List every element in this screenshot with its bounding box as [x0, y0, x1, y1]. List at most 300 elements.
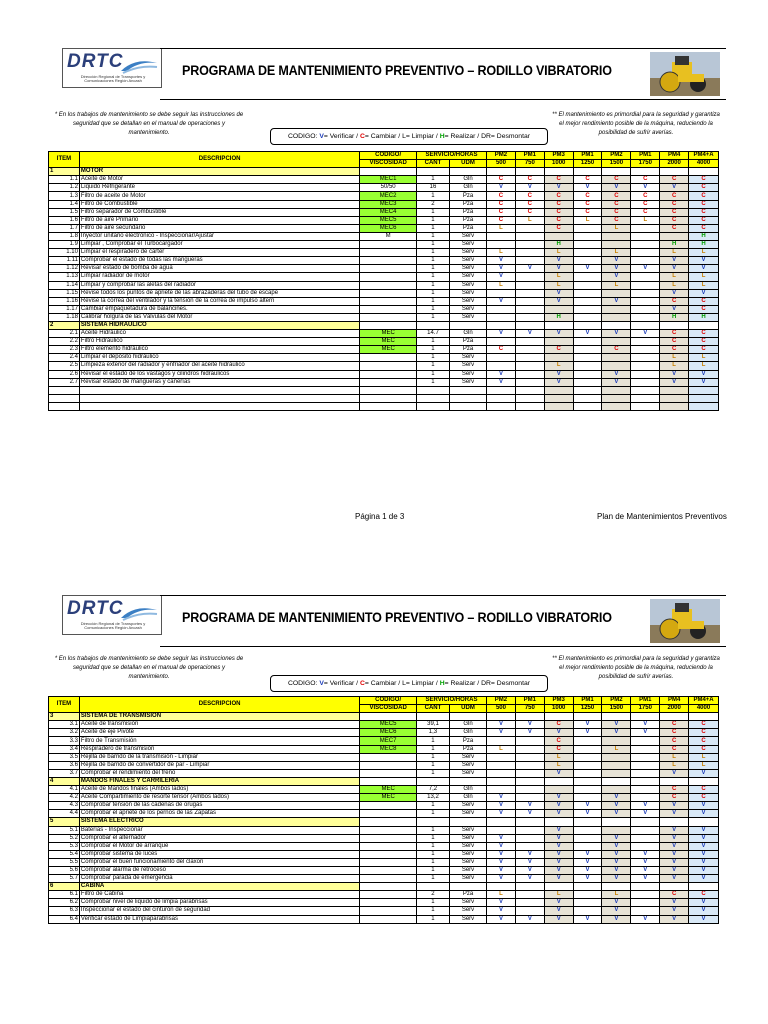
item-description: Verificar estado de Limpiaparabrisas	[79, 915, 359, 923]
maintenance-note: ** El mantenimiento es primordial para la seguridad y garantiza el mejor rendimiento posible de la máquina, reduciendo la posibilidad de sufrir averías.	[552, 112, 720, 136]
page-title: PROGRAMA DE MANTENIMIENTO PREVENTIVO – RODILLO VIBRATORIO	[182, 610, 612, 625]
empty-cell	[49, 402, 80, 410]
pm-mark-cell: C	[487, 176, 516, 184]
pm-mark-cell: V	[631, 802, 660, 810]
section-blank-cell	[544, 818, 573, 826]
pm-mark-cell	[573, 737, 602, 745]
pm-mark-cell	[573, 826, 602, 834]
section-blank-cell	[544, 321, 573, 329]
empty-cell	[49, 394, 80, 402]
pm-mark-cell	[631, 745, 660, 753]
legend-prefix: CODIGO:	[287, 680, 318, 687]
table-row	[49, 786, 719, 794]
item-unit: Serv	[449, 305, 486, 313]
section-blank-cell	[487, 168, 516, 176]
pm-mark-cell: C	[689, 330, 719, 338]
item-quantity: 14.7	[416, 330, 449, 338]
pm-mark-cell	[573, 241, 602, 249]
item-code: MEC7	[360, 737, 417, 745]
header-pm-hours: 1250	[573, 705, 602, 713]
item-unit: Pza	[449, 192, 486, 200]
section-blank-cell	[689, 713, 719, 721]
item-code	[360, 761, 417, 769]
header-pm-hours: 2000	[660, 160, 689, 168]
section-blank-cell	[449, 883, 486, 891]
table-row	[49, 842, 719, 850]
section-row	[49, 818, 719, 826]
section-blank-cell	[360, 777, 417, 785]
pm-mark-cell: C	[544, 224, 573, 232]
empty-cell	[360, 402, 417, 410]
legend-h-text: = Realizar	[444, 133, 476, 140]
header-udm: UDM	[449, 705, 486, 713]
pm-mark-cell: V	[544, 850, 573, 858]
roller-photo	[650, 52, 720, 96]
pm-mark-cell	[573, 313, 602, 321]
empty-cell	[79, 394, 359, 402]
item-number: 4.2	[49, 794, 80, 802]
header-pm-label: PM2	[602, 152, 631, 160]
pm-mark-cell	[515, 313, 544, 321]
section-number: 1	[49, 168, 80, 176]
header-pm-hours: 1750	[631, 160, 660, 168]
pm-mark-cell: V	[631, 721, 660, 729]
item-unit: Pza	[449, 200, 486, 208]
item-quantity: 1	[416, 176, 449, 184]
section-blank-cell	[631, 321, 660, 329]
pm-mark-cell	[631, 899, 660, 907]
item-code	[360, 273, 417, 281]
pm-mark-cell	[573, 224, 602, 232]
pm-mark-cell: C	[660, 786, 689, 794]
pm-mark-cell	[660, 232, 689, 240]
pm-mark-cell	[573, 769, 602, 777]
pm-mark-cell: V	[544, 297, 573, 305]
legend-v: V	[319, 133, 324, 140]
pm-mark-cell: L	[689, 362, 719, 370]
pm-mark-cell: C	[544, 216, 573, 224]
table-row	[49, 899, 719, 907]
item-description: Aceite Hidráulico	[79, 330, 359, 338]
pm-mark-cell: V	[544, 834, 573, 842]
item-unit: Serv	[449, 858, 486, 866]
item-code	[360, 769, 417, 777]
item-description: Filtro de Transmisión	[79, 737, 359, 745]
item-number: 1.2	[49, 184, 80, 192]
table-row	[49, 200, 719, 208]
pm-mark-cell: V	[631, 330, 660, 338]
section-number: 2	[49, 321, 80, 329]
pm-mark-cell: V	[573, 184, 602, 192]
section-blank-cell	[689, 883, 719, 891]
item-code	[360, 858, 417, 866]
item-unit: Pza	[449, 745, 486, 753]
pm-mark-cell	[573, 305, 602, 313]
item-number: 3.1	[49, 721, 80, 729]
pm-mark-cell: V	[660, 370, 689, 378]
pm-mark-cell	[602, 354, 631, 362]
pm-mark-cell: V	[573, 850, 602, 858]
pm-mark-cell: V	[602, 330, 631, 338]
legend-prefix: CODIGO:	[287, 133, 318, 140]
pm-mark-cell: L	[660, 281, 689, 289]
pm-mark-cell: V	[689, 915, 719, 923]
item-number: 1.16	[49, 297, 80, 305]
item-code: MEC	[360, 346, 417, 354]
pm-mark-cell	[602, 761, 631, 769]
item-unit: Serv	[449, 232, 486, 240]
pm-mark-cell: V	[544, 289, 573, 297]
section-blank-cell	[360, 321, 417, 329]
item-description: Filtro de Cabina	[79, 891, 359, 899]
section-blank-cell	[602, 168, 631, 176]
pm-mark-cell: V	[631, 265, 660, 273]
item-code	[360, 362, 417, 370]
pm-mark-cell	[487, 761, 516, 769]
pm-mark-cell	[602, 313, 631, 321]
table-row	[49, 753, 719, 761]
item-unit: Serv	[449, 769, 486, 777]
item-quantity: 1	[416, 753, 449, 761]
section-blank-cell	[602, 777, 631, 785]
table-row	[49, 721, 719, 729]
pm-mark-cell	[602, 362, 631, 370]
pm-mark-cell: V	[573, 866, 602, 874]
table-row	[49, 216, 719, 224]
item-code: MEC1	[360, 176, 417, 184]
empty-row	[49, 394, 719, 402]
pm-mark-cell: V	[544, 802, 573, 810]
pm-mark-cell: C	[515, 192, 544, 200]
table-row	[49, 761, 719, 769]
item-unit: Pza	[449, 216, 486, 224]
pm-mark-cell	[573, 273, 602, 281]
pm-mark-cell	[631, 346, 660, 354]
item-unit: Serv	[449, 313, 486, 321]
pm-mark-cell	[515, 834, 544, 842]
pm-mark-cell	[573, 346, 602, 354]
pm-mark-cell: C	[660, 737, 689, 745]
section-blank-cell	[515, 168, 544, 176]
pm-mark-cell: V	[487, 330, 516, 338]
item-number: 1.10	[49, 249, 80, 257]
item-description: Aceite de Motor	[79, 176, 359, 184]
item-quantity: 1	[416, 362, 449, 370]
pm-mark-cell	[515, 370, 544, 378]
header-viscosidad: VISCOSIDAD	[360, 705, 417, 713]
pm-mark-cell: L	[660, 249, 689, 257]
header-rule-bottom	[160, 99, 726, 100]
table-row	[49, 224, 719, 232]
pm-mark-cell: C	[660, 346, 689, 354]
item-unit: Serv	[449, 834, 486, 842]
item-unit: Gln	[449, 729, 486, 737]
table-row	[49, 232, 719, 240]
pm-mark-cell: C	[544, 737, 573, 745]
legend-h-text: = Realizar	[444, 680, 476, 687]
pm-mark-cell	[487, 786, 516, 794]
pm-mark-cell	[631, 378, 660, 386]
pm-mark-cell: V	[573, 721, 602, 729]
section-blank-cell	[487, 713, 516, 721]
pm-mark-cell: C	[689, 208, 719, 216]
pm-mark-cell: H	[689, 232, 719, 240]
item-number: 1.8	[49, 232, 80, 240]
item-code: 50/50	[360, 184, 417, 192]
pm-mark-cell	[631, 354, 660, 362]
pm-mark-cell: V	[515, 265, 544, 273]
legend-v: V	[319, 680, 324, 687]
item-unit: Serv	[449, 273, 486, 281]
pm-mark-cell: V	[602, 842, 631, 850]
pm-mark-cell	[602, 305, 631, 313]
section-blank-cell	[573, 713, 602, 721]
section-blank-cell	[515, 883, 544, 891]
item-number: 2.7	[49, 378, 80, 386]
pm-mark-cell	[515, 249, 544, 257]
pm-mark-cell	[631, 891, 660, 899]
pm-mark-cell	[515, 842, 544, 850]
item-number: 2.4	[49, 354, 80, 362]
pm-mark-cell: V	[515, 810, 544, 818]
pm-mark-cell: V	[689, 802, 719, 810]
pm-mark-cell: L	[660, 761, 689, 769]
pm-mark-cell: V	[660, 769, 689, 777]
item-code: MEC6	[360, 224, 417, 232]
item-description: Aceite de Mandos finales (Ambos lados)	[79, 786, 359, 794]
pm-mark-cell	[602, 753, 631, 761]
item-quantity: 1	[416, 192, 449, 200]
pm-mark-cell: V	[544, 370, 573, 378]
legend-l: L	[402, 680, 406, 687]
drtc-logo	[62, 48, 162, 88]
pm-mark-cell	[487, 769, 516, 777]
legend-v-text: = Verificar	[323, 680, 355, 687]
pm-mark-cell: C	[544, 208, 573, 216]
pm-mark-cell: L	[544, 891, 573, 899]
item-quantity: 1	[416, 281, 449, 289]
pm-mark-cell	[631, 249, 660, 257]
item-number: 5.4	[49, 850, 80, 858]
pm-mark-cell: C	[689, 192, 719, 200]
item-code	[360, 891, 417, 899]
item-number: 1.17	[49, 305, 80, 313]
pm-mark-cell	[602, 737, 631, 745]
pm-mark-cell: C	[573, 200, 602, 208]
section-blank-cell	[631, 883, 660, 891]
pm-mark-cell: V	[544, 729, 573, 737]
pm-mark-cell: V	[660, 850, 689, 858]
table-row	[49, 891, 719, 899]
item-number: 1.9	[49, 241, 80, 249]
item-number: 1.14	[49, 281, 80, 289]
header-pm-label: PM4	[660, 152, 689, 160]
pm-mark-cell	[515, 745, 544, 753]
item-code	[360, 313, 417, 321]
item-code	[360, 241, 417, 249]
pm-mark-cell: L	[602, 891, 631, 899]
item-description: Comprobar tensión de las cadenas de orugas	[79, 802, 359, 810]
header-pm-hours: 1250	[573, 160, 602, 168]
pm-mark-cell: V	[487, 794, 516, 802]
item-unit: Serv	[449, 378, 486, 386]
section-number: 4	[49, 777, 80, 785]
item-description: Comprobar el alternador	[79, 834, 359, 842]
table-row	[49, 289, 719, 297]
pm-mark-cell: V	[602, 378, 631, 386]
pm-mark-cell: C	[631, 208, 660, 216]
item-quantity: 1	[416, 866, 449, 874]
item-code: MEC4	[360, 208, 417, 216]
table-row	[49, 257, 719, 265]
pm-mark-cell	[631, 305, 660, 313]
item-code	[360, 370, 417, 378]
pm-mark-cell: H	[660, 241, 689, 249]
item-unit: Serv	[449, 297, 486, 305]
pm-mark-cell: C	[631, 176, 660, 184]
table-row	[49, 176, 719, 184]
pm-mark-cell	[487, 232, 516, 240]
item-number: 1.7	[49, 224, 80, 232]
pm-mark-cell: L	[487, 249, 516, 257]
drtc-logo	[62, 595, 162, 635]
pm-mark-cell	[573, 834, 602, 842]
pm-mark-cell: C	[602, 208, 631, 216]
item-code	[360, 850, 417, 858]
item-unit: Serv	[449, 265, 486, 273]
pm-mark-cell	[515, 273, 544, 281]
section-blank-cell	[573, 777, 602, 785]
section-row	[49, 168, 719, 176]
section-number: 6	[49, 883, 80, 891]
pm-mark-cell	[631, 769, 660, 777]
header-item: ITEM	[49, 152, 80, 168]
item-code	[360, 753, 417, 761]
pm-mark-cell	[573, 745, 602, 753]
pm-mark-cell: L	[689, 761, 719, 769]
pm-mark-cell: V	[660, 289, 689, 297]
pm-mark-cell: C	[602, 216, 631, 224]
item-quantity: 1	[416, 810, 449, 818]
item-unit: Gln	[449, 184, 486, 192]
pm-mark-cell: V	[515, 858, 544, 866]
pm-mark-cell	[573, 786, 602, 794]
pm-mark-cell: V	[631, 875, 660, 883]
table-row	[49, 729, 719, 737]
pm-mark-cell: C	[487, 200, 516, 208]
pm-mark-cell	[573, 378, 602, 386]
item-quantity: 1	[416, 224, 449, 232]
pm-mark-cell: V	[487, 842, 516, 850]
pm-mark-cell	[631, 241, 660, 249]
header-pm-label: PM4+A	[689, 697, 719, 705]
item-code	[360, 866, 417, 874]
pm-mark-cell: C	[515, 208, 544, 216]
empty-cell	[416, 394, 449, 402]
pm-mark-cell: C	[631, 192, 660, 200]
pm-mark-cell: V	[573, 729, 602, 737]
item-quantity: 1	[416, 313, 449, 321]
item-description: Comprobar alarma de retroceso	[79, 866, 359, 874]
item-number: 5.1	[49, 826, 80, 834]
legend-dr: DR	[481, 680, 491, 687]
logo-subtitle: Dirección Regional de Transportes y Comunicaciones Región Ancash	[80, 74, 146, 83]
table-row	[49, 378, 719, 386]
pm-mark-cell	[487, 305, 516, 313]
pm-mark-cell: L	[602, 249, 631, 257]
table-row	[49, 265, 719, 273]
section-blank-cell	[416, 713, 449, 721]
pm-mark-cell	[573, 907, 602, 915]
pm-mark-cell: C	[544, 192, 573, 200]
pm-mark-cell: V	[487, 834, 516, 842]
pm-mark-cell: C	[602, 176, 631, 184]
pm-mark-cell	[631, 907, 660, 915]
item-number: 6.4	[49, 915, 80, 923]
section-row	[49, 713, 719, 721]
empty-cell	[416, 386, 449, 394]
item-quantity: 7,2	[416, 786, 449, 794]
pm-mark-cell: V	[602, 899, 631, 907]
pm-mark-cell	[573, 297, 602, 305]
pm-mark-cell: L	[487, 224, 516, 232]
pm-mark-cell: V	[602, 721, 631, 729]
pm-mark-cell: C	[689, 338, 719, 346]
item-unit: Serv	[449, 899, 486, 907]
pm-mark-cell: L	[544, 753, 573, 761]
pm-mark-cell: C	[660, 891, 689, 899]
pm-mark-cell	[544, 305, 573, 313]
pm-mark-cell	[544, 354, 573, 362]
item-quantity: 1	[416, 241, 449, 249]
section-blank-cell	[689, 168, 719, 176]
section-blank-cell	[449, 818, 486, 826]
item-number: 2.2	[49, 338, 80, 346]
section-blank-cell	[689, 818, 719, 826]
empty-cell	[573, 394, 602, 402]
section-row	[49, 777, 719, 785]
item-description: Filtro elemento hidráulico	[79, 346, 359, 354]
pm-mark-cell	[515, 257, 544, 265]
header-row	[49, 697, 719, 705]
legend-c: C	[359, 133, 365, 140]
pm-mark-cell: V	[602, 810, 631, 818]
header-servicio: SERVICIO/HORAS	[416, 152, 486, 160]
pm-mark-cell: L	[689, 753, 719, 761]
header-description: DESCRIPCION	[79, 152, 359, 168]
empty-cell	[487, 386, 516, 394]
section-blank-cell	[487, 321, 516, 329]
item-number: 5.5	[49, 858, 80, 866]
section-blank-cell	[360, 883, 417, 891]
pm-mark-cell: V	[487, 729, 516, 737]
item-unit: Pza	[449, 737, 486, 745]
pm-mark-cell	[631, 281, 660, 289]
pm-mark-cell: V	[602, 729, 631, 737]
pm-mark-cell	[573, 761, 602, 769]
item-unit: Serv	[449, 761, 486, 769]
table-row	[49, 858, 719, 866]
pm-mark-cell: C	[573, 208, 602, 216]
maintenance-table-2	[48, 696, 719, 924]
item-quantity: 1	[416, 265, 449, 273]
header-description: DESCRIPCION	[79, 697, 359, 713]
item-quantity: 1	[416, 305, 449, 313]
legend-dr-text: = Desmontar	[490, 133, 531, 140]
item-description: Filtro Hidráulico	[79, 338, 359, 346]
pm-mark-cell	[631, 834, 660, 842]
header-cant: CANT	[416, 705, 449, 713]
